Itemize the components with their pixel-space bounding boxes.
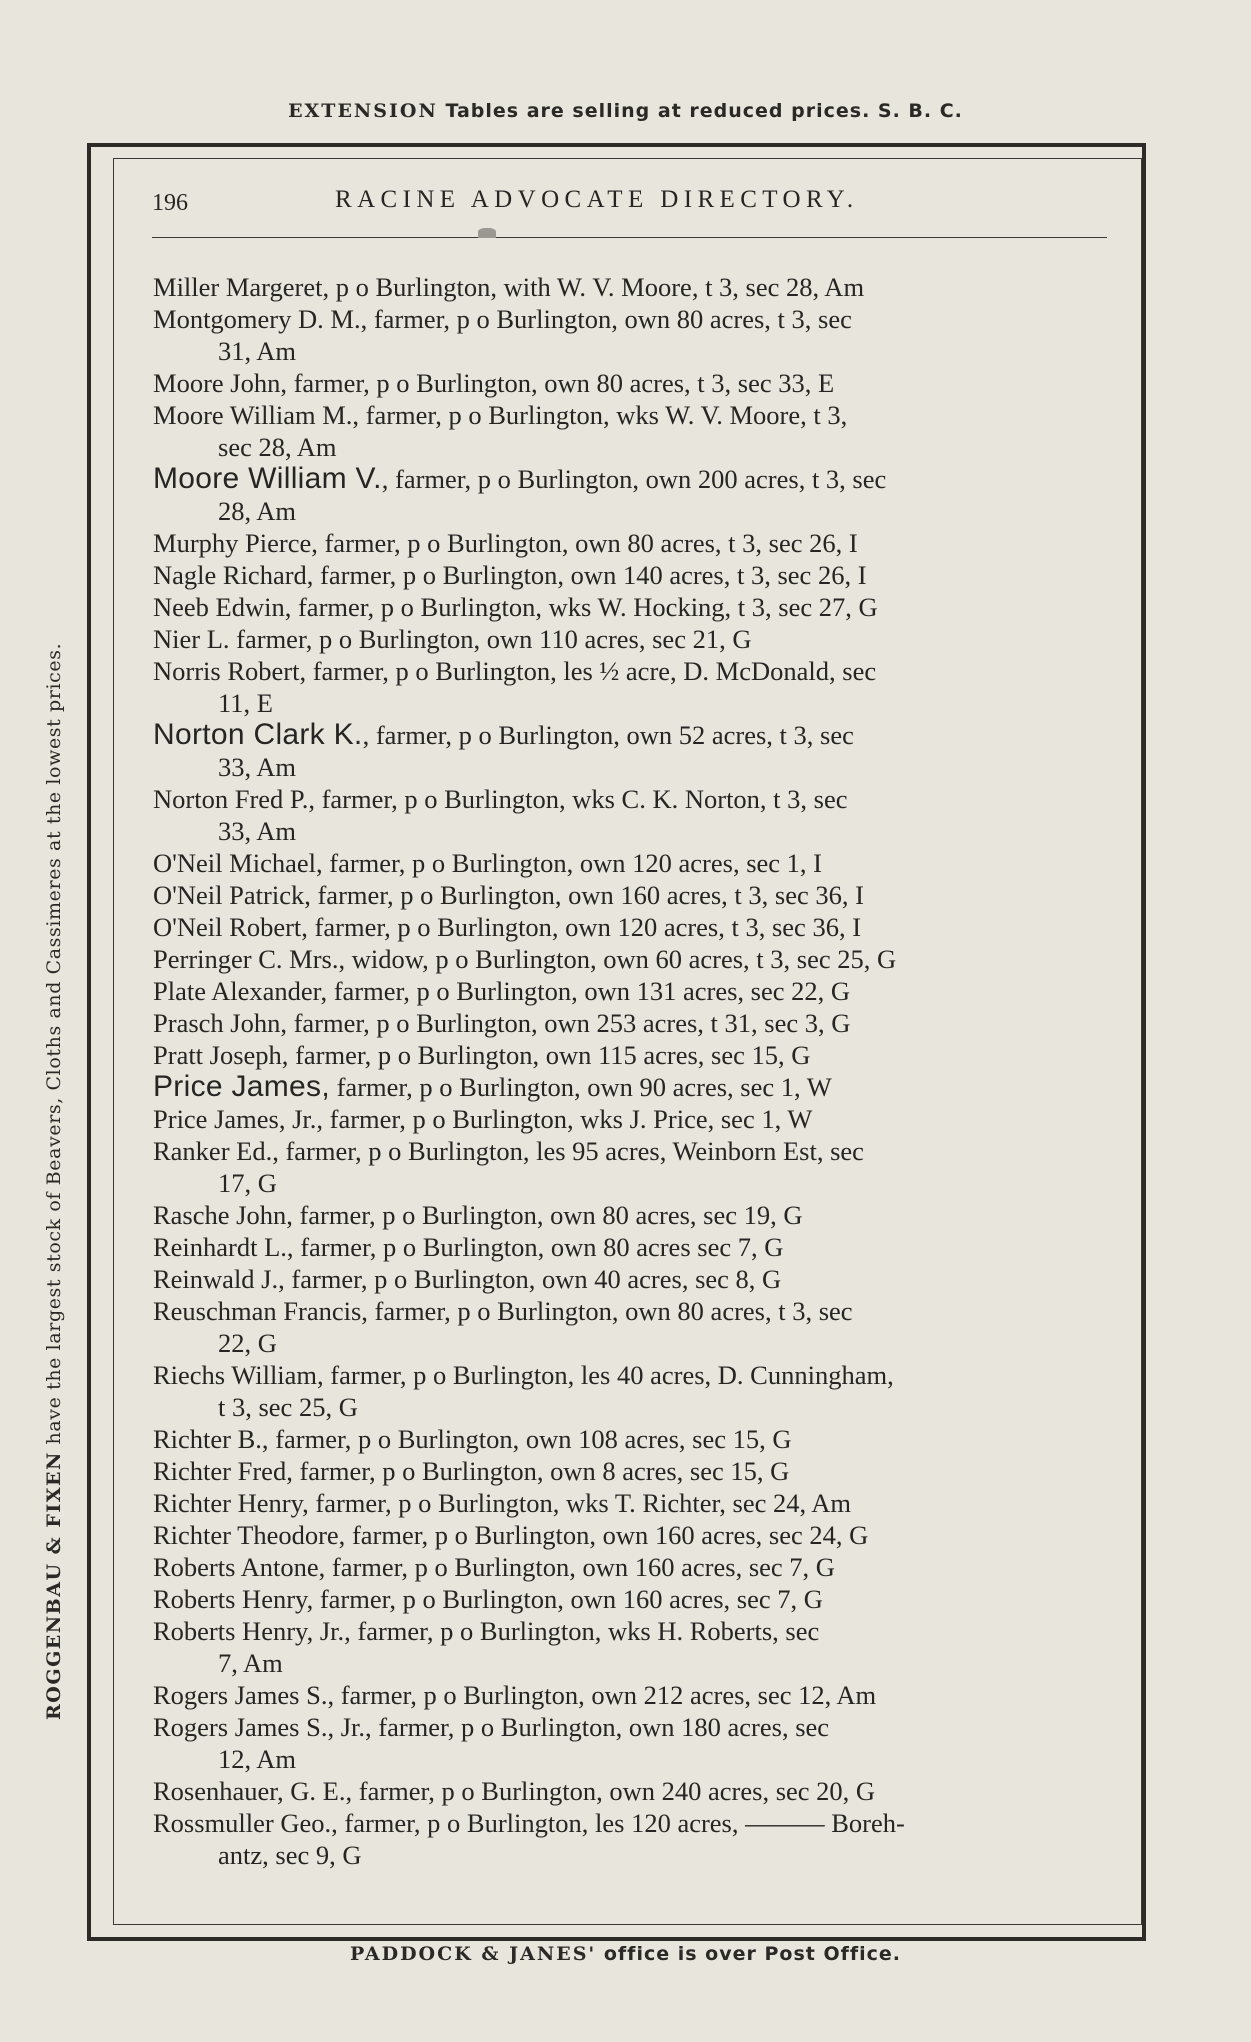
- top-ad-lead: EXTENSION: [288, 100, 438, 122]
- directory-entry: [153, 943, 1111, 975]
- entry-name: Richter Theodore,: [153, 1520, 346, 1550]
- entry-name: Plate Alexander,: [153, 976, 328, 1006]
- directory-entry: [153, 975, 1111, 1007]
- entry-details: farmer, p o Burlington, wks H. Roberts, sec: [350, 1616, 820, 1646]
- header-rule: [152, 237, 1107, 238]
- directory-entry: [153, 1007, 1111, 1039]
- entry-details: farmer, p o Burlington, wks W. V. Moore, t 3,: [359, 400, 848, 430]
- entry-details: farmer, p o Burlington, own 80 acres sec 7, G: [293, 1232, 784, 1262]
- directory-entry: [153, 1039, 1111, 1071]
- entry-name: Reinwald J.,: [153, 1264, 285, 1294]
- entry-name: Roberts Antone,: [153, 1552, 326, 1582]
- side-ad-lead: ROGGENBAU & FIXEN: [43, 1451, 65, 1720]
- directory-entry: [153, 1103, 1111, 1135]
- directory-entry: [153, 623, 1111, 655]
- entry-continuation: 12, Am: [218, 1744, 297, 1774]
- entry-details: farmer, p o Burlington, own 160 acres, t 3, sec 36, I: [310, 880, 864, 910]
- entry-details: farmer, p o Burlington, wks C. K. Norton, t 3, sec: [314, 784, 848, 814]
- directory-entry: [153, 1135, 1111, 1199]
- entry-details: , farmer, p o Burlington, own 200 acres, t 3, sec: [381, 464, 887, 494]
- entry-name: Richter Henry,: [153, 1488, 309, 1518]
- entry-name: Riechs William,: [153, 1360, 324, 1390]
- entry-name: Price James,: [153, 1070, 330, 1103]
- entry-name: Neeb Edwin,: [153, 592, 292, 622]
- entry-details: farmer, p o Burlington, own 120 acres, t 3, sec 36, I: [307, 912, 862, 942]
- entry-continuation: 22, G: [218, 1328, 277, 1358]
- directory-entry: [153, 1455, 1111, 1487]
- entry-details: , farmer, p o Burlington, own 52 acres, t 3, sec: [362, 720, 854, 750]
- entry-name: Roberts Henry, Jr.,: [153, 1616, 351, 1646]
- entry-continuation: 33, Am: [218, 816, 297, 846]
- entry-name: O'Neil Patrick,: [153, 880, 311, 910]
- directory-entry: [153, 1679, 1111, 1711]
- entry-name: Reuschman Francis,: [153, 1296, 368, 1326]
- entry-continuation: sec 28, Am: [218, 432, 337, 462]
- entry-continuation: 33, Am: [218, 752, 297, 782]
- page-header: [152, 186, 1107, 226]
- directory-entry: [153, 1423, 1111, 1455]
- entry-name: Nier L.: [153, 624, 230, 654]
- entry-continuation: antz, sec 9, G: [218, 1840, 362, 1870]
- entry-name: Perringer C. Mrs.,: [153, 944, 346, 974]
- entry-continuation: 28, Am: [218, 496, 297, 526]
- entry-name: Murphy Pierce,: [153, 528, 318, 558]
- page-title: RACINE ADVOCATE DIRECTORY.: [335, 186, 859, 213]
- directory-entry: [153, 559, 1111, 591]
- entry-details: farmer, p o Burlington, wks J. Price, sec 1, W: [323, 1104, 813, 1134]
- entry-name: Roberts Henry,: [153, 1584, 314, 1614]
- bottom-ad-text: office is over Post Office.: [596, 1943, 902, 1965]
- directory-entry: [153, 1231, 1111, 1263]
- directory-entry: [153, 1295, 1111, 1359]
- entry-name: Norton Clark K.: [153, 718, 363, 751]
- entry-name: Rasche John,: [153, 1200, 293, 1230]
- directory-entry: [153, 879, 1111, 911]
- entry-details: farmer, p o Burlington, own 40 acres, sec 8, G: [284, 1264, 782, 1294]
- entry-name: O'Neil Michael,: [153, 848, 323, 878]
- directory-entry: [153, 463, 1111, 527]
- directory-entry: [153, 1071, 1111, 1103]
- entry-details: farmer, p o Burlington, own 240 acres, sec 20, G: [352, 1776, 876, 1806]
- directory-entry: [153, 1807, 1111, 1871]
- entry-name: Rossmuller Geo.,: [153, 1808, 338, 1838]
- directory-entry: [153, 1487, 1111, 1519]
- entry-details: farmer, p o Burlington, own 253 acres, t 31, sec 3, G: [286, 1008, 851, 1038]
- directory-entry: [153, 1359, 1111, 1423]
- entry-name: Norton Fred P.,: [153, 784, 315, 814]
- entry-details: farmer, p o Burlington, own 80 acres, t 3, sec 26, I: [317, 528, 858, 558]
- entry-name: Reinhardt L.,: [153, 1232, 294, 1262]
- directory-entry: [153, 655, 1111, 719]
- entry-details: farmer, p o Burlington, own 80 acres, t 3, sec 33, E: [286, 368, 835, 398]
- entry-name: Prasch John,: [153, 1008, 287, 1038]
- entry-name: Moore John,: [153, 368, 287, 398]
- entry-name: Moore William V.: [153, 462, 382, 495]
- directory-entry: [153, 591, 1111, 623]
- entry-name: Rogers James S.,: [153, 1680, 335, 1710]
- entry-name: Norris Robert,: [153, 656, 307, 686]
- directory-entries: [153, 271, 1111, 1871]
- entry-details: p o Burlington, with W. V. Moore, t 3, sec 28, Am: [329, 272, 865, 302]
- top-ad-text: Tables are selling at reduced prices. S. B. C.: [437, 100, 963, 122]
- top-advertisement: [0, 100, 1251, 122]
- entry-name: O'Neil Robert,: [153, 912, 308, 942]
- bottom-ad-lead: PADDOCK & JANES': [349, 1943, 597, 1965]
- entry-name: Pratt Joseph,: [153, 1040, 289, 1070]
- side-advertisement: [39, 360, 69, 1720]
- entry-name: Richter B.,: [153, 1424, 269, 1454]
- directory-entry: [153, 399, 1111, 463]
- rule-ornament: [478, 228, 496, 238]
- directory-entry: [153, 1615, 1111, 1679]
- entry-details: farmer, p o Burlington, own 131 acres, sec 22, G: [327, 976, 851, 1006]
- side-ad-text: have the largest stock of Beavers, Cloths and Cassimeres at the lowest prices.: [43, 642, 65, 1452]
- directory-entry: [153, 1199, 1111, 1231]
- directory-entry: [153, 1775, 1111, 1807]
- entry-continuation: t 3, sec 25, G: [218, 1392, 358, 1422]
- directory-entry: [153, 303, 1111, 367]
- entry-details: farmer, p o Burlington, les 40 acres, D. Cunningham,: [323, 1360, 894, 1390]
- bottom-advertisement: [0, 1943, 1251, 1965]
- directory-entry: [153, 271, 1111, 303]
- entry-name: Miller Margeret,: [153, 272, 330, 302]
- entry-name: Ranker Ed.,: [153, 1136, 279, 1166]
- directory-entry: [153, 1519, 1111, 1551]
- page-number: 196: [152, 190, 188, 216]
- entry-name: Rosenhauer, G. E.,: [153, 1776, 353, 1806]
- directory-entry: [153, 847, 1111, 879]
- entry-details: farmer, p o Burlington, own 108 acres, sec 15, G: [268, 1424, 792, 1454]
- entry-details: farmer, p o Burlington, own 180 acres, sec: [371, 1712, 830, 1742]
- entry-details: farmer, p o Burlington, own 212 acres, sec 12, Am: [334, 1680, 877, 1710]
- entry-details: farmer, p o Burlington, wks W. Hocking, t 3, sec 27, G: [291, 592, 878, 622]
- directory-entry: [153, 527, 1111, 559]
- directory-entry: [153, 1551, 1111, 1583]
- entry-details: farmer, p o Burlington, les 120 acres, ——— Boreh-: [337, 1808, 905, 1838]
- directory-entry: [153, 911, 1111, 943]
- entry-details: farmer, p o Burlington, own 80 acres, t 3, sec: [367, 1296, 853, 1326]
- entry-name: Montgomery D. M.,: [153, 304, 368, 334]
- directory-entry: [153, 367, 1111, 399]
- entry-details: farmer, p o Burlington, own 90 acres, sec 1, W: [329, 1072, 832, 1102]
- directory-entry: [153, 783, 1111, 847]
- entry-details: farmer, p o Burlington, own 115 acres, sec 15, G: [288, 1040, 811, 1070]
- entry-name: Richter Fred,: [153, 1456, 293, 1486]
- entry-details: farmer, p o Burlington, wks T. Richter, sec 24, Am: [308, 1488, 852, 1518]
- entry-continuation: 17, G: [218, 1168, 277, 1198]
- directory-entry: [153, 1711, 1111, 1775]
- entry-name: Rogers James S., Jr.,: [153, 1712, 372, 1742]
- entry-details: farmer, p o Burlington, own 140 acres, t 3, sec 26, I: [313, 560, 867, 590]
- entry-details: farmer, p o Burlington, own 160 acres, sec 7, G: [313, 1584, 823, 1614]
- directory-entry: [153, 719, 1111, 783]
- entry-details: farmer, p o Burlington, own 120 acres, sec 1, I: [322, 848, 822, 878]
- entry-details: farmer, p o Burlington, les ½ acre, D. McDonald, sec: [306, 656, 877, 686]
- entry-details: farmer, p o Burlington, own 160 acres, sec 24, G: [345, 1520, 869, 1550]
- entry-details: widow, p o Burlington, own 60 acres, t 3, sec 25, G: [345, 944, 897, 974]
- entry-continuation: 31, Am: [218, 336, 297, 366]
- entry-details: farmer, p o Burlington, own 80 acres, sec 19, G: [292, 1200, 803, 1230]
- entry-name: Nagle Richard,: [153, 560, 314, 590]
- entry-details: farmer, p o Burlington, own 80 acres, t 3, sec: [367, 304, 852, 334]
- entry-name: Price James, Jr.,: [153, 1104, 324, 1134]
- entry-details: farmer, p o Burlington, own 110 acres, sec 21, G: [229, 624, 752, 654]
- entry-details: farmer, p o Burlington, own 160 acres, sec 7, G: [325, 1552, 835, 1582]
- directory-entry: [153, 1263, 1111, 1295]
- entry-name: Moore William M.,: [153, 400, 360, 430]
- entry-details: farmer, p o Burlington, les 95 acres, Weinborn Est, sec: [278, 1136, 864, 1166]
- entry-continuation: 7, Am: [218, 1648, 283, 1678]
- entry-continuation: 11, E: [218, 688, 273, 718]
- directory-entry: [153, 1583, 1111, 1615]
- entry-details: farmer, p o Burlington, own 8 acres, sec 15, G: [292, 1456, 790, 1486]
